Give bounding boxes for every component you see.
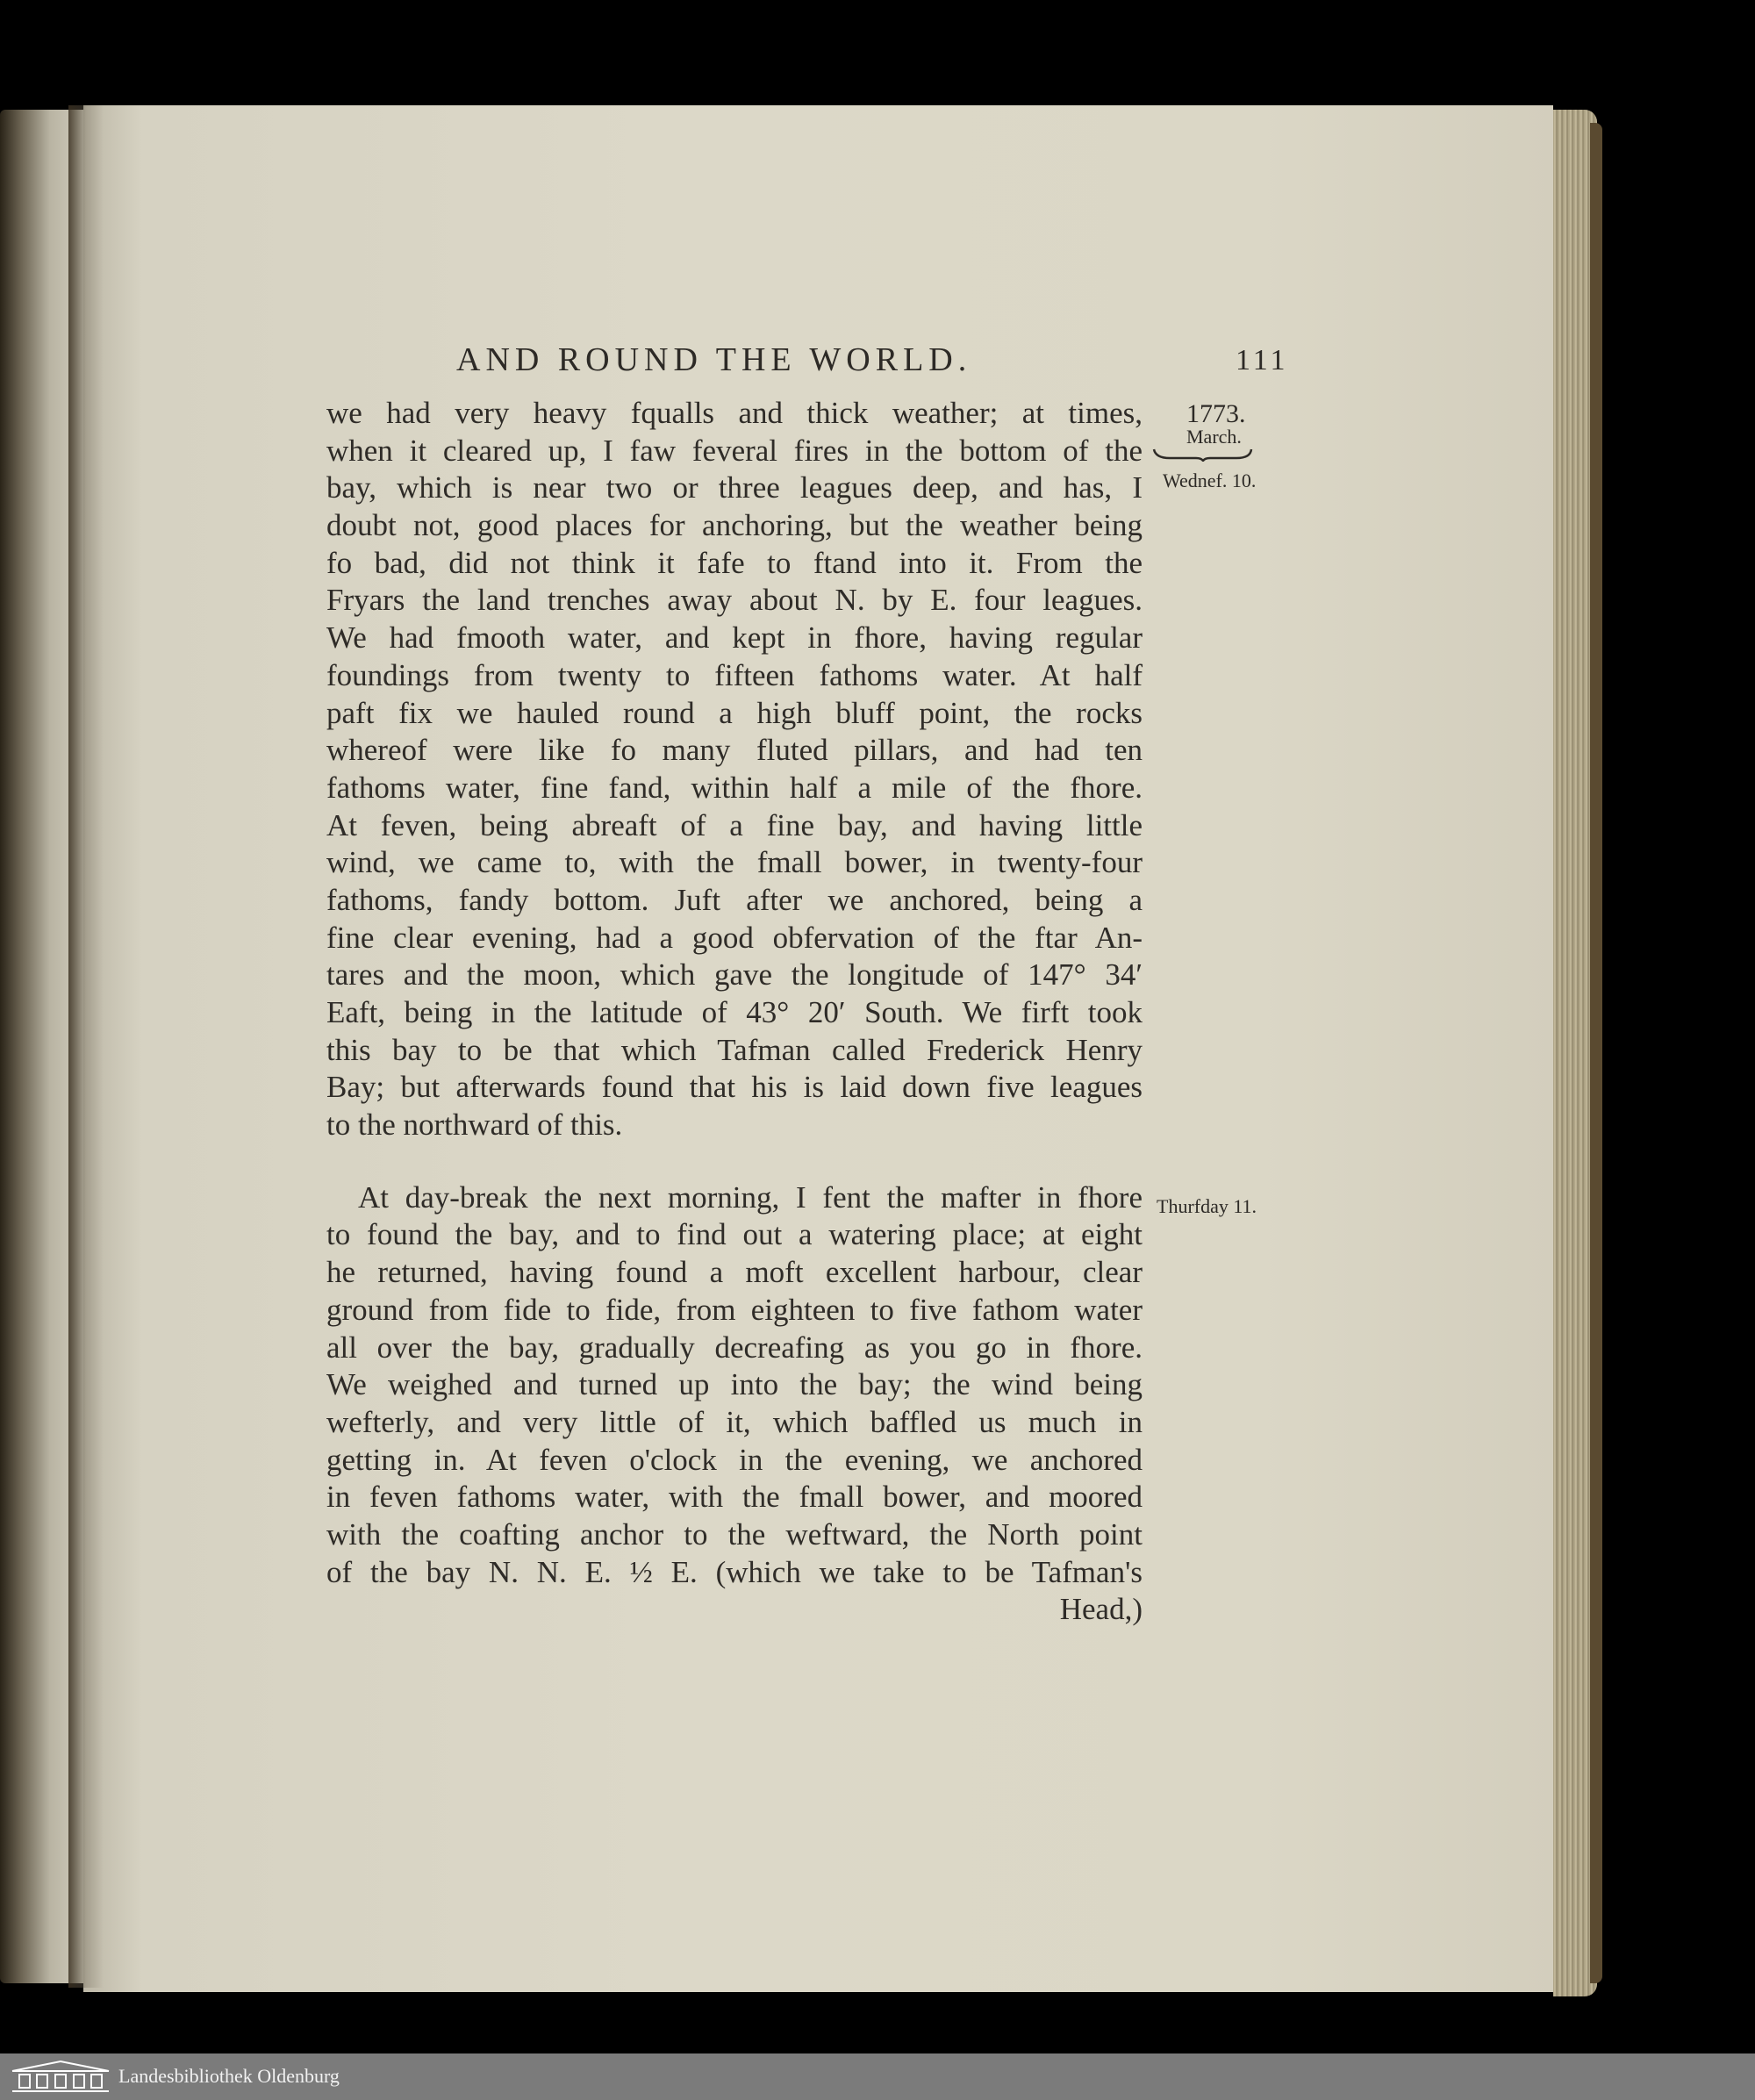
text-line: with the coafting anchor to the weftward, the North point [326,1516,1143,1552]
text-line: of the bay N. N. E. ½ E. (which we take to be Tafman's [326,1554,1143,1589]
text-line: he returned, having found a moft excellent harbour, clear [326,1255,1143,1290]
text-line: We had fmooth water, and kept in fhore, having regular [326,620,1143,656]
text-line: wind, we came to, with the fmall bower, in twenty-four [326,845,1143,880]
text-line: fine clear evening, had a good obfervation of the ftar An- [326,920,1143,955]
text-line: ground from fide to fide, from eighteen to five fathom water [326,1292,1143,1327]
page-number: 111 [1236,344,1289,376]
running-header: AND ROUND THE WORLD. [456,341,972,378]
paragraph-gap [326,1144,1143,1179]
text-line: all over the bay, gradually decreafing as you go in fhore. [326,1330,1143,1365]
text-line: We weighed and turned up into the bay; the wind being [326,1367,1143,1402]
text-line: doubt not, good places for anchoring, but the weather being [326,508,1143,543]
footer-bar [0,2053,1755,2100]
text-line: fo bad, did not think it fafe to ftand into it. From the [326,545,1143,580]
text-line: Fryars the land trenches away about N. by E. four leagues. [326,583,1143,618]
text-line: wefterly, and very little of it, which baffled us much in [326,1404,1143,1439]
cover-edge [1590,123,1602,1983]
margin-year: 1773. [1186,399,1246,428]
text-line: in feven fathoms water, with the fmall bower, and moored [326,1480,1143,1515]
text-line: fathoms, fandy bottom. Juft after we anchored, being a [326,882,1143,917]
text-line: this bay to be that which Tafman called Frederick Henry [326,1032,1143,1067]
text-line: Eaft, being in the latitude of 43° 20′ South. We firft took [326,995,1143,1029]
margin-brace-icon [1152,448,1253,462]
text-line: whereof were like fo many fluted pillars, and had ten [326,733,1143,768]
text-line: tares and the moon, which gave the longitude of 147° 34′ [326,957,1143,993]
text-line: when it cleared up, I faw feveral fires in the bottom of the [326,433,1143,468]
text-line: to found the bay, and to find out a watering place; at eight [326,1217,1143,1252]
library-name: Landesbibliothek Oldenburg [118,2065,340,2087]
text-line: fathoms water, fine fand, within half a mile of the fhore. [326,770,1143,805]
margin-month: March. [1186,426,1242,448]
text-line: getting in. At feven o'clock in the evening, we anchored [326,1442,1143,1477]
text-line: At feven, being abreaft of a fine bay, and having little [326,807,1143,842]
text-line: we had very heavy fqualls and thick weather; at times, [326,396,1143,430]
text-line: to the northward of this. [326,1107,623,1143]
text-line: bay, which is near two or three leagues deep, and has, I [326,470,1143,505]
spine-shadow [68,105,104,1988]
text-line: foundings from twenty to fifteen fathoms water. At half [326,657,1143,692]
margin-date-thursday: Thurfday 11. [1157,1195,1257,1217]
margin-date-wednesday: Wednef. 10. [1163,469,1257,491]
body-text [326,395,1143,1629]
text-line: paft fix we hauled round a high bluff point, the rocks [326,695,1143,730]
text-line: Bay; but afterwards found that his is laid down five leagues [326,1070,1143,1105]
library-building-logo-icon [9,2059,112,2094]
text-line: At day-break the next morning, I fent the mafter in fhore [358,1179,1143,1215]
catchword-line: Head,) [1059,1592,1143,1627]
